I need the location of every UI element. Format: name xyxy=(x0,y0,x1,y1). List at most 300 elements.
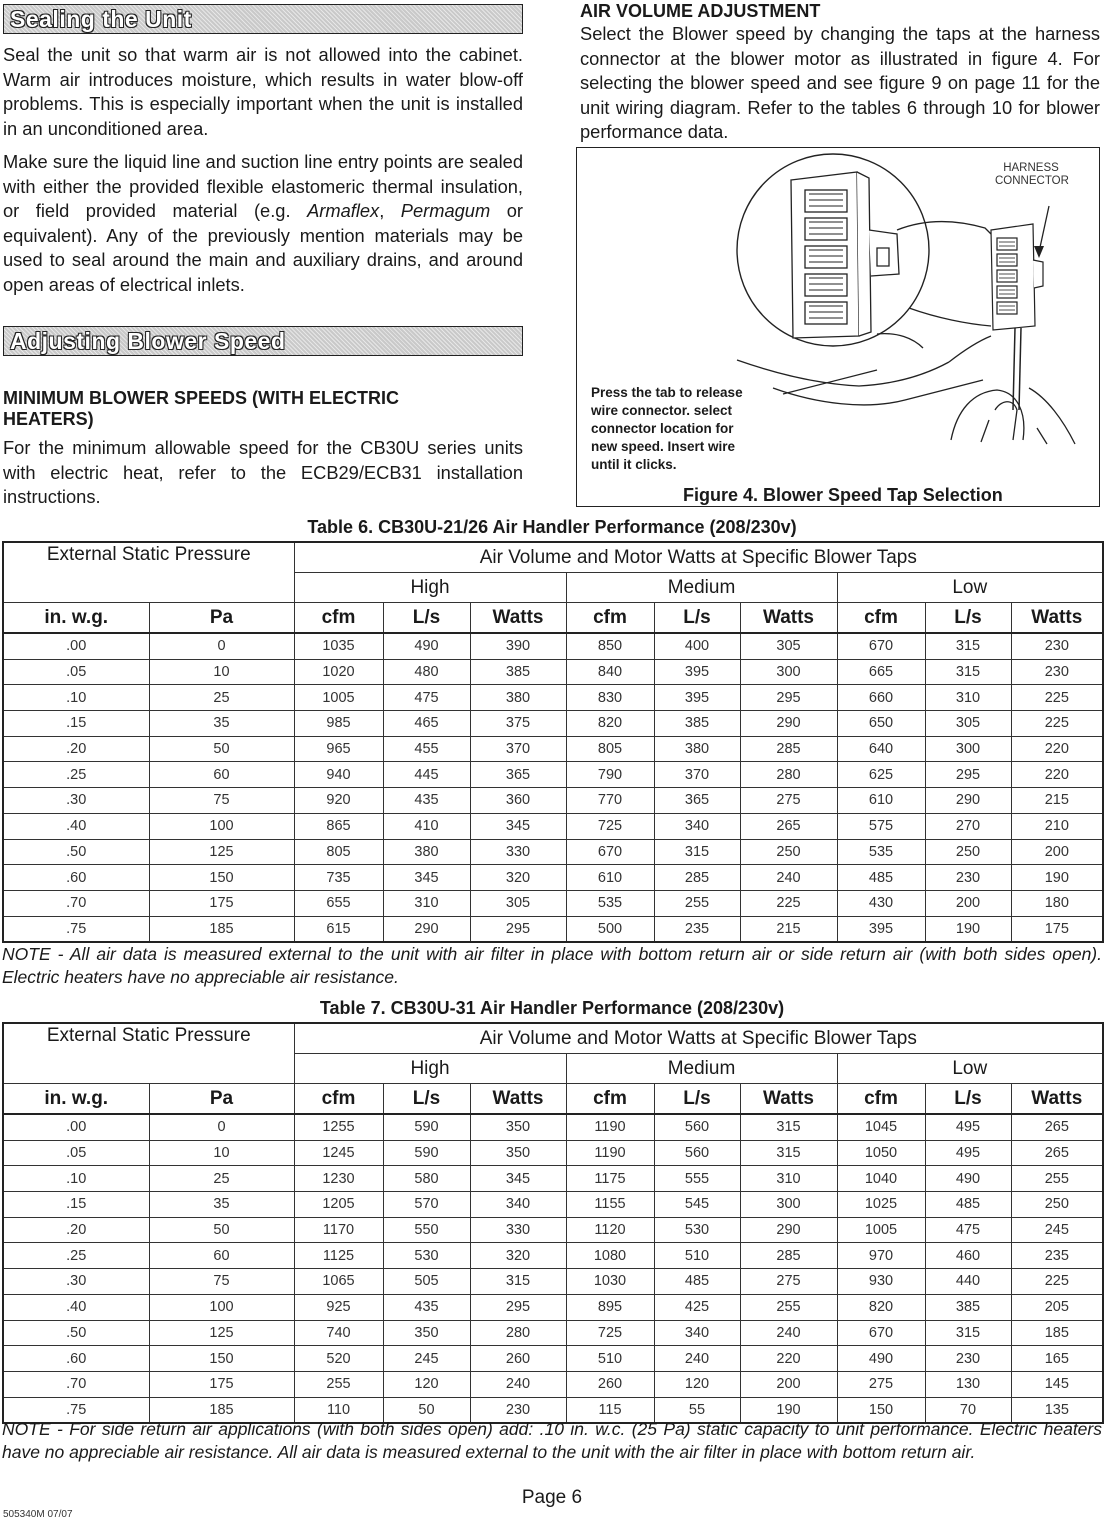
table-cell: 265 xyxy=(740,813,837,839)
table-cell: 530 xyxy=(383,1243,470,1269)
table-row xyxy=(3,813,1103,839)
table-cell: 315 xyxy=(654,839,740,865)
table-cell: 320 xyxy=(470,865,566,891)
table-cell: 380 xyxy=(654,736,740,762)
table-cell: 1025 xyxy=(837,1192,925,1218)
table-cell: 655 xyxy=(294,890,383,916)
table-cell: 1120 xyxy=(566,1217,654,1243)
table-cell: 665 xyxy=(837,659,925,685)
table-row xyxy=(3,1269,1103,1295)
table-row xyxy=(3,659,1103,685)
table-cell: 725 xyxy=(566,813,654,839)
table-cell: 275 xyxy=(740,1269,837,1295)
table-cell: 1020 xyxy=(294,659,383,685)
table-cell: .10 xyxy=(3,1166,149,1192)
table-cell: 940 xyxy=(294,762,383,788)
table-cell: 145 xyxy=(1011,1371,1103,1397)
wire-edge xyxy=(1019,328,1021,410)
table-cell: .40 xyxy=(3,1294,149,1320)
high-cfm-header: cfm xyxy=(294,1084,383,1115)
table-cell: 235 xyxy=(1011,1243,1103,1269)
table-row xyxy=(3,839,1103,865)
avmw-header: Air Volume and Motor Watts at Specific Blower Taps xyxy=(294,542,1103,573)
table-7-note: NOTE - For side return air applications (with both sides open) add: .10 in. w.c. (25 Pa) static capacity to unit performance. Electric heaters have no appreciable air resistance. All air data is measured external to the unit with the air filter in place with bottom return air. xyxy=(2,1419,1102,1462)
table-cell: 310 xyxy=(383,890,470,916)
table-cell: 0 xyxy=(149,1114,294,1140)
table-cell: 560 xyxy=(654,1114,740,1140)
table-row xyxy=(3,1371,1103,1397)
table-row xyxy=(3,762,1103,788)
table-cell: 200 xyxy=(740,1371,837,1397)
table-cell: 230 xyxy=(1011,633,1103,659)
table-cell: 310 xyxy=(925,685,1011,711)
table-cell: 275 xyxy=(837,1371,925,1397)
table-6-note: NOTE - All air data is measured external to the unit with air filter in place with bottom return air or side return air (with both sides open). Electric heaters have no appreciable air resistance. xyxy=(2,944,1102,987)
table-cell: 135 xyxy=(1011,1397,1103,1423)
table-cell: .10 xyxy=(3,685,149,711)
air-volume-heading: AIR VOLUME ADJUSTMENT xyxy=(580,1,821,21)
table-cell: 300 xyxy=(740,659,837,685)
min-blower-paragraph: For the minimum allowable speed for the CB30U series units with electric heat, refer to the ECB29/ECB31 installation instructions. xyxy=(3,437,523,507)
table-cell: 35 xyxy=(149,711,294,737)
table-cell: 435 xyxy=(383,788,470,814)
high-cfm-header: cfm xyxy=(294,603,383,634)
table-cell: 265 xyxy=(1011,1114,1103,1140)
table-cell: 225 xyxy=(1011,685,1103,711)
table-cell: 1190 xyxy=(566,1114,654,1140)
table-cell: 670 xyxy=(837,633,925,659)
table-cell: 190 xyxy=(1011,865,1103,891)
table-cell: 255 xyxy=(294,1371,383,1397)
table-cell: 230 xyxy=(470,1397,566,1423)
table-cell: 350 xyxy=(470,1140,566,1166)
pa-header: Pa xyxy=(149,1084,294,1115)
table-cell: 315 xyxy=(740,1140,837,1166)
table-cell: 725 xyxy=(566,1320,654,1346)
table-row xyxy=(3,711,1103,737)
table-cell: .00 xyxy=(3,633,149,659)
table-row xyxy=(3,1243,1103,1269)
table-cell: .50 xyxy=(3,839,149,865)
table-cell: 510 xyxy=(566,1346,654,1372)
table-cell: 1045 xyxy=(837,1114,925,1140)
table-cell: 920 xyxy=(294,788,383,814)
table-cell: .60 xyxy=(3,865,149,891)
table-cell: 1050 xyxy=(837,1140,925,1166)
table-cell: 1205 xyxy=(294,1192,383,1218)
table-cell: 610 xyxy=(566,865,654,891)
esp-header: External Static Pressure xyxy=(3,1023,294,1084)
table-cell: 510 xyxy=(654,1243,740,1269)
table-cell: 0 xyxy=(149,633,294,659)
table-cell: 225 xyxy=(1011,711,1103,737)
table-cell: .75 xyxy=(3,1397,149,1423)
table-cell: 275 xyxy=(740,788,837,814)
callout-line-2: wire connector. select xyxy=(591,403,733,418)
table-6-body xyxy=(3,633,1103,942)
figure-4-caption: Figure 4. Blower Speed Tap Selection xyxy=(683,485,1003,505)
table-cell: 120 xyxy=(383,1371,470,1397)
table-cell: 50 xyxy=(149,736,294,762)
table-cell: 25 xyxy=(149,1166,294,1192)
table-cell: 265 xyxy=(1011,1140,1103,1166)
table-cell: 175 xyxy=(1011,916,1103,942)
table-cell: 285 xyxy=(740,736,837,762)
fingers xyxy=(951,388,1075,444)
low-watts-header: Watts xyxy=(1011,603,1103,634)
table-cell: 1030 xyxy=(566,1269,654,1295)
table-cell: 365 xyxy=(654,788,740,814)
document-id: 505340M 07/07 xyxy=(3,1509,73,1520)
table-row xyxy=(3,1320,1103,1346)
table-cell: 550 xyxy=(383,1217,470,1243)
table-cell: 1005 xyxy=(837,1217,925,1243)
figure-4-box xyxy=(576,147,1100,507)
table-cell: 150 xyxy=(149,865,294,891)
table-cell: 660 xyxy=(837,685,925,711)
table-cell: 185 xyxy=(1011,1320,1103,1346)
table-row xyxy=(3,1192,1103,1218)
table-cell: 300 xyxy=(740,1192,837,1218)
table-cell: 280 xyxy=(470,1320,566,1346)
table-cell: 115 xyxy=(566,1397,654,1423)
table-cell: 1170 xyxy=(294,1217,383,1243)
table-cell: 205 xyxy=(1011,1294,1103,1320)
table-cell: .75 xyxy=(3,916,149,942)
table-cell: 460 xyxy=(925,1243,1011,1269)
table-cell: 400 xyxy=(654,633,740,659)
table-cell: 505 xyxy=(383,1269,470,1295)
table-cell: 495 xyxy=(925,1140,1011,1166)
table-cell: 220 xyxy=(1011,762,1103,788)
table-cell: 1005 xyxy=(294,685,383,711)
table-cell: 1125 xyxy=(294,1243,383,1269)
table-cell: 50 xyxy=(149,1217,294,1243)
table-cell: 840 xyxy=(566,659,654,685)
table-cell: 125 xyxy=(149,1320,294,1346)
table-cell: 440 xyxy=(925,1269,1011,1295)
table-cell: 240 xyxy=(740,865,837,891)
table-cell: .05 xyxy=(3,1140,149,1166)
table-cell: .05 xyxy=(3,659,149,685)
table-cell: 240 xyxy=(740,1320,837,1346)
table-cell: 380 xyxy=(470,685,566,711)
table-cell: 770 xyxy=(566,788,654,814)
table-7-body xyxy=(3,1114,1103,1423)
medium-ls-header: L/s xyxy=(654,603,740,634)
table-cell: 60 xyxy=(149,762,294,788)
low-ls-header: L/s xyxy=(925,1084,1011,1115)
harness-pointer-line xyxy=(1039,206,1049,252)
table-cell: 10 xyxy=(149,1140,294,1166)
table-cell: 215 xyxy=(740,916,837,942)
harness-connector-label: HARNESS CONNECTOR xyxy=(995,162,1069,187)
table-cell: 70 xyxy=(925,1397,1011,1423)
table-cell: 805 xyxy=(566,736,654,762)
table-cell: 640 xyxy=(837,736,925,762)
table-cell: 535 xyxy=(566,890,654,916)
table-cell: 485 xyxy=(925,1192,1011,1218)
table-cell: 555 xyxy=(654,1166,740,1192)
permagum-term: Permagum xyxy=(400,200,491,221)
table-cell: 345 xyxy=(470,1166,566,1192)
harness-pointer-arrowhead xyxy=(1034,246,1044,258)
table-cell: 395 xyxy=(654,659,740,685)
table-cell: 300 xyxy=(925,736,1011,762)
table-cell: .30 xyxy=(3,788,149,814)
table-cell: 240 xyxy=(470,1371,566,1397)
table-cell: 820 xyxy=(566,711,654,737)
table-cell: 60 xyxy=(149,1243,294,1269)
table-cell: 150 xyxy=(149,1346,294,1372)
table-cell: .25 xyxy=(3,762,149,788)
table-cell: 315 xyxy=(470,1269,566,1295)
table-cell: 895 xyxy=(566,1294,654,1320)
table-row xyxy=(3,633,1103,659)
medium-cfm-header: cfm xyxy=(566,603,654,634)
table-cell: 240 xyxy=(654,1346,740,1372)
table-row xyxy=(3,685,1103,711)
sealing-paragraph-2 xyxy=(3,150,523,297)
page-number: Page 6 xyxy=(521,1487,583,1508)
table-cell: 1065 xyxy=(294,1269,383,1295)
table-cell: 385 xyxy=(925,1294,1011,1320)
low-cfm-header: cfm xyxy=(837,1084,925,1115)
table-cell: 820 xyxy=(837,1294,925,1320)
table-cell: 175 xyxy=(149,890,294,916)
sealing-p2-part-a: Make sure the liquid line and suction line entry points are sealed with either the provided flexible elastomeric thermal insulation, or field provided material (e.g. xyxy=(3,151,523,221)
low-header: Low xyxy=(837,1054,1103,1084)
table-cell: 290 xyxy=(740,1217,837,1243)
table-cell: 100 xyxy=(149,813,294,839)
table-cell: 495 xyxy=(925,1114,1011,1140)
table-cell: 455 xyxy=(383,736,470,762)
table-cell: 330 xyxy=(470,1217,566,1243)
table-cell: 225 xyxy=(740,890,837,916)
table-cell: 50 xyxy=(383,1397,470,1423)
table-cell: 500 xyxy=(566,916,654,942)
table-cell: .40 xyxy=(3,813,149,839)
table-cell: 210 xyxy=(1011,813,1103,839)
table-cell: 315 xyxy=(925,1320,1011,1346)
table-cell: 735 xyxy=(294,865,383,891)
inwg-header: in. w.g. xyxy=(3,603,149,634)
table-cell: 535 xyxy=(837,839,925,865)
table-cell: 395 xyxy=(837,916,925,942)
table-6 xyxy=(2,541,1104,943)
table-row xyxy=(3,788,1103,814)
table-cell: 120 xyxy=(654,1371,740,1397)
table-cell: 520 xyxy=(294,1346,383,1372)
table-cell: 305 xyxy=(925,711,1011,737)
table-row xyxy=(3,865,1103,891)
medium-cfm-header: cfm xyxy=(566,1084,654,1115)
table-cell: 180 xyxy=(1011,890,1103,916)
table-cell: 545 xyxy=(654,1192,740,1218)
table-cell: 790 xyxy=(566,762,654,788)
table-cell: 370 xyxy=(654,762,740,788)
table-cell: 230 xyxy=(925,865,1011,891)
table-cell: 490 xyxy=(837,1346,925,1372)
table-cell: 235 xyxy=(654,916,740,942)
table-cell: 610 xyxy=(837,788,925,814)
table-cell: 270 xyxy=(925,813,1011,839)
table-row xyxy=(3,916,1103,942)
table-cell: 380 xyxy=(383,839,470,865)
table-cell: 1155 xyxy=(566,1192,654,1218)
table-cell: .50 xyxy=(3,1320,149,1346)
table-cell: 255 xyxy=(1011,1166,1103,1192)
table-cell: .25 xyxy=(3,1243,149,1269)
table-cell: 200 xyxy=(1011,839,1103,865)
table-cell: 330 xyxy=(470,839,566,865)
table-cell: 650 xyxy=(837,711,925,737)
table-7 xyxy=(2,1022,1104,1424)
callout-line-4: new speed. Insert wire xyxy=(591,439,736,454)
blower-banner xyxy=(3,326,523,356)
table-cell: 1035 xyxy=(294,633,383,659)
table-cell: 35 xyxy=(149,1192,294,1218)
table-cell: 570 xyxy=(383,1192,470,1218)
table-cell: 75 xyxy=(149,788,294,814)
table-cell: 215 xyxy=(1011,788,1103,814)
table-cell: 365 xyxy=(470,762,566,788)
table-cell: 425 xyxy=(654,1294,740,1320)
table-cell: 805 xyxy=(294,839,383,865)
table-cell: 75 xyxy=(149,1269,294,1295)
table-cell: 250 xyxy=(925,839,1011,865)
inwg-header: in. w.g. xyxy=(3,1084,149,1115)
table-cell: 475 xyxy=(383,685,470,711)
table-7-caption: Table 7. CB30U-31 Air Handler Performance (208/230v) xyxy=(319,998,785,1018)
table-cell: 930 xyxy=(837,1269,925,1295)
table-cell: 185 xyxy=(149,916,294,942)
table-cell: 250 xyxy=(740,839,837,865)
table-cell: .00 xyxy=(3,1114,149,1140)
high-header: High xyxy=(294,1054,566,1084)
table-row xyxy=(3,1346,1103,1372)
table-cell: 580 xyxy=(383,1166,470,1192)
table-cell: 250 xyxy=(1011,1192,1103,1218)
table-cell: 340 xyxy=(654,1320,740,1346)
table-cell: 125 xyxy=(149,839,294,865)
table-cell: 340 xyxy=(654,813,740,839)
high-header: High xyxy=(294,573,566,603)
table-cell: 255 xyxy=(654,890,740,916)
sealing-banner xyxy=(3,4,523,34)
table-cell: 260 xyxy=(566,1371,654,1397)
table-cell: 260 xyxy=(470,1346,566,1372)
table-cell: 220 xyxy=(740,1346,837,1372)
table-cell: 625 xyxy=(837,762,925,788)
low-cfm-header: cfm xyxy=(837,603,925,634)
table-cell: 965 xyxy=(294,736,383,762)
table-cell: 315 xyxy=(740,1114,837,1140)
high-ls-header: L/s xyxy=(383,1084,470,1115)
callout-line-1: Press the tab to release xyxy=(591,385,743,400)
table-cell: 245 xyxy=(1011,1217,1103,1243)
table-cell: 230 xyxy=(1011,659,1103,685)
callout-line-3: connector location for xyxy=(591,421,734,436)
sealing-paragraph-1: Seal the unit so that warm air is not allowed into the cabinet. Warm air introduces moisture, which results in water blow-off problems. This is especially important when the unit is installed in an unconditioned area. xyxy=(3,44,523,139)
table-cell: 480 xyxy=(383,659,470,685)
medium-header: Medium xyxy=(566,1054,837,1084)
table-cell: 350 xyxy=(383,1320,470,1346)
table-cell: 290 xyxy=(925,788,1011,814)
table-cell: 280 xyxy=(740,762,837,788)
table-cell: 465 xyxy=(383,711,470,737)
table-cell: 530 xyxy=(654,1217,740,1243)
sealing-banner-title: Sealing the Unit xyxy=(10,6,192,32)
table-cell: 295 xyxy=(470,1294,566,1320)
table-row xyxy=(3,1114,1103,1140)
table-row xyxy=(3,736,1103,762)
medium-watts-header: Watts xyxy=(740,1084,837,1115)
table-cell: 315 xyxy=(925,659,1011,685)
table-cell: 435 xyxy=(383,1294,470,1320)
medium-ls-header: L/s xyxy=(654,1084,740,1115)
table-cell: 100 xyxy=(149,1294,294,1320)
table-cell: 970 xyxy=(837,1243,925,1269)
table-cell: 1175 xyxy=(566,1166,654,1192)
table-cell: .60 xyxy=(3,1346,149,1372)
table-cell: 865 xyxy=(294,813,383,839)
harness-connector xyxy=(991,224,1043,330)
table-cell: 200 xyxy=(925,890,1011,916)
table-row xyxy=(3,1166,1103,1192)
table-cell: 1190 xyxy=(566,1140,654,1166)
table-cell: 590 xyxy=(383,1114,470,1140)
table-cell: .70 xyxy=(3,890,149,916)
table-cell: 245 xyxy=(383,1346,470,1372)
table-cell: 360 xyxy=(470,788,566,814)
table-cell: 560 xyxy=(654,1140,740,1166)
table-cell: 410 xyxy=(383,813,470,839)
table-cell: .15 xyxy=(3,711,149,737)
table-cell: 345 xyxy=(470,813,566,839)
table-cell: 590 xyxy=(383,1140,470,1166)
table-cell: 1040 xyxy=(837,1166,925,1192)
table-cell: 850 xyxy=(566,633,654,659)
table-cell: 295 xyxy=(740,685,837,711)
blower-banner-title: Adjusting Blower Speed xyxy=(10,328,286,354)
table-cell: 255 xyxy=(740,1294,837,1320)
table-cell: 670 xyxy=(566,839,654,865)
table-cell: 445 xyxy=(383,762,470,788)
medium-header: Medium xyxy=(566,573,837,603)
table-cell: 185 xyxy=(149,1397,294,1423)
table-cell: .15 xyxy=(3,1192,149,1218)
table-cell: 485 xyxy=(837,865,925,891)
min-blower-heading: MINIMUM BLOWER SPEEDS (WITH ELECTRIC HEATERS) xyxy=(3,388,399,429)
table-cell: 385 xyxy=(654,711,740,737)
callout-line-5: until it clicks. xyxy=(591,457,677,472)
table-cell: 175 xyxy=(149,1371,294,1397)
table-6-caption: Table 6. CB30U-21/26 Air Handler Performance (208/230v) xyxy=(307,517,797,537)
table-row xyxy=(3,1294,1103,1320)
high-watts-header: Watts xyxy=(470,603,566,634)
table-cell: 345 xyxy=(383,865,470,891)
table-cell: 1245 xyxy=(294,1140,383,1166)
pa-header: Pa xyxy=(149,603,294,634)
table-cell: 670 xyxy=(837,1320,925,1346)
table-cell: 925 xyxy=(294,1294,383,1320)
table-cell: 490 xyxy=(925,1166,1011,1192)
table-cell: 615 xyxy=(294,916,383,942)
sealing-p2-part-c: or equivalent). Any of the previously mention materials may be used to seal around the main and auxiliary drains, and around open areas of electrical inlets. xyxy=(3,200,523,295)
table-cell: 350 xyxy=(470,1114,566,1140)
high-watts-header: Watts xyxy=(470,1084,566,1115)
